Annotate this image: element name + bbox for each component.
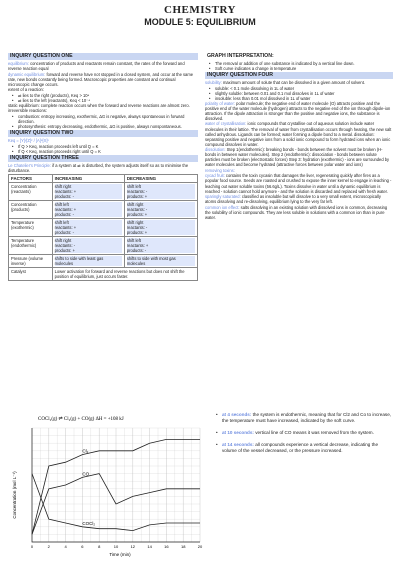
graph-notes bbox=[212, 412, 394, 460]
q1-list bbox=[8, 93, 198, 103]
list-item: • If Q > Keq, reaction proceeds left until Q = K bbox=[8, 144, 198, 149]
q3-p1-term: Le Chatelier's Principle: bbox=[8, 162, 51, 168]
cell-text: shift right reactants: - products: + bbox=[55, 238, 122, 253]
q4-p4-text: Step 1(endothermic): breaking bonds - bonds between the solvent must be broken (H-bonds in between water molecules). Step 2 (endothermic): dissociation - bonds between solute particles must be broken (electrostatic forces) Step 3: hydration (exothermic) - ions are surrounded by water molecules and become hydrated (attractive forces between polar water and ions) bbox=[205, 147, 390, 168]
page-title: CHEMISTRY bbox=[164, 4, 236, 16]
q4-p8-term: common ion effect: bbox=[205, 204, 240, 210]
left-column bbox=[8, 52, 198, 281]
cell-text: shifts to side with most gas molecules bbox=[127, 256, 195, 266]
note-term: at 14 seconds: bbox=[222, 442, 254, 447]
q4-p1-term: solubility: bbox=[205, 80, 222, 86]
table-cell: Lower activation for forward and reverse reactions but does not shift the position of equilibrium, just occurs faster. bbox=[52, 267, 197, 280]
q4-p2-text: polar molecule; the negative end of water molecule (O) attracts positive and the positive end of the water molecule (hydrogen) attracts to the negative end of the ion through dipole-ion attraction. If the dipole attraction is stronger than the positive and negative ions, the substance is dissolved. bbox=[205, 100, 391, 121]
note-text: vertical line of CO means it was removed from the system. bbox=[253, 430, 374, 435]
q4-p7-text: classified as insoluble but will dissolve to a very small extent, microscopically atoms dissolving and re-dissolving, equilibrium lying to the very far left. bbox=[205, 194, 381, 205]
table-cell bbox=[52, 254, 124, 267]
x-tick-label: 14 bbox=[147, 544, 152, 549]
table-cell bbox=[52, 200, 124, 218]
table-row bbox=[9, 182, 198, 200]
list-item: • If Q < Keq, reaction proceeds right until Q = K bbox=[8, 149, 198, 154]
cell-text: shift left reactants: + products: - bbox=[55, 202, 122, 217]
table-cell bbox=[124, 254, 197, 267]
series-label: CO bbox=[82, 471, 90, 477]
q1-p5: irreversible reactions: bbox=[8, 108, 47, 114]
page-subtitle: MODULE 5: EQUILIBRIUM bbox=[144, 17, 256, 27]
table-row bbox=[9, 267, 198, 280]
q3-heading: INQUIRY QUESTION THREE bbox=[8, 155, 198, 162]
x-tick-label: 8 bbox=[98, 544, 101, 549]
list-item: • insoluble: less than 0.01 mol dissolved in 1L of water bbox=[205, 96, 393, 101]
note-item bbox=[212, 442, 394, 454]
q4-p5: removing toxins: bbox=[205, 167, 235, 173]
q2-formula: Keq = [Y]ʸ[Z]ᶻ / [A]ᵃ[X]ˣ bbox=[8, 138, 49, 144]
graph-grid bbox=[32, 428, 200, 542]
q4-p6 bbox=[205, 173, 393, 193]
note-text: all compounds experience a vertical decrease, indicating the volume of the vessel decreased, or the pressure increased. bbox=[222, 442, 379, 453]
x-tick-label: 16 bbox=[164, 544, 169, 549]
q4-list bbox=[205, 86, 393, 101]
table-cell bbox=[124, 218, 197, 236]
x-tick-label: 12 bbox=[130, 544, 136, 549]
right-column bbox=[205, 52, 393, 220]
q4-p1-text: maximum amount of solute that can be dissolved in a given amount of solvent. bbox=[221, 80, 365, 86]
cell-text: shift right reactants: - products: + bbox=[127, 220, 195, 235]
q4-heading: INQUIRY QUESTION FOUR bbox=[205, 72, 393, 79]
graph-ylabel: Concentration (mol L⁻¹) bbox=[12, 471, 17, 519]
x-tick-label: 4 bbox=[64, 544, 67, 549]
q4-p8 bbox=[205, 205, 393, 220]
table-cell: Catalyst bbox=[9, 267, 53, 280]
table-cell: Concentration (reactants) bbox=[9, 182, 53, 200]
table-body bbox=[9, 182, 198, 280]
cell-text: shift left reactants: - products: + bbox=[127, 184, 195, 199]
note-term: at 4 seconds: bbox=[222, 412, 252, 417]
x-tick-label: 0 bbox=[30, 544, 34, 549]
q4-p6-term: cycad fruit: bbox=[205, 173, 225, 179]
q2-list bbox=[8, 144, 198, 154]
table-cell bbox=[124, 200, 197, 218]
table-header: DECREASING bbox=[124, 174, 197, 182]
list-item: • ⇌ lies to the right (products), Keq > 10⁴ bbox=[8, 93, 198, 98]
page-header bbox=[0, 4, 400, 27]
q1-p4: static equilibrium: complete reaction occurs when the forward and reverse reactions are almost zero. bbox=[8, 102, 190, 108]
q4-p4 bbox=[205, 147, 393, 167]
table-cell bbox=[52, 218, 124, 236]
x-tick-label: 2 bbox=[47, 544, 50, 549]
table-cell: Temperature (exothermic) bbox=[9, 218, 53, 236]
q1-p2 bbox=[8, 72, 198, 87]
graph-interpretation-heading: GRAPH INTERPRETATION: bbox=[207, 53, 274, 59]
note-text: the system is endothermic, meaning that for Cl2 and Co to increase, the temperature must have increased, indicated by the soft curve. bbox=[222, 412, 392, 423]
list-item: • photosynthesis: entropy decreasing, endothermic, ΔG is positive, always nonspontaneous. bbox=[8, 124, 198, 129]
list-item: • soluble: < 0.1 mole dissolving in 1L of water bbox=[205, 86, 393, 91]
cell-text: shift right reactants: + products: - bbox=[55, 184, 122, 199]
q4-p6-text: contains the toxin cycasin that damages the liver, regenerating quickly after fires as a popular food source. Seeds are roasted and crushed to expose the inner kernel to engage in leaching - leaching out water soluble toxins (56.6g/L). Toxins dissolve in water until a dynamic equilibrium is reached - solution cannot hold anymore - and the solution is discarded and replaced with fresh water. bbox=[205, 173, 392, 194]
q1-p2-text: forward and reverse have not stopped in a closed system, and occur at the same rate, new bonds constantly being formed. Macroscopic properties are constant and continual microscopic change occurs. bbox=[8, 71, 194, 87]
q1-list2 bbox=[8, 114, 198, 129]
table-cell bbox=[124, 236, 197, 254]
table-row bbox=[9, 236, 198, 254]
list-item: • combustion: entropy increasing, exothermic, ΔG is negative, always spontaneous in forward direction. bbox=[8, 114, 198, 124]
q1-p3: extent of a reaction: bbox=[8, 87, 44, 93]
table-row bbox=[9, 200, 198, 218]
table-cell bbox=[52, 236, 124, 254]
table-cell: Temperature (endothermic) bbox=[9, 236, 53, 254]
q4-p2-term: polarity of water: bbox=[205, 100, 236, 106]
graph-xlabel: Time (min) bbox=[109, 552, 131, 557]
cell-text: shift left reactants: + products: - bbox=[127, 238, 195, 253]
q3-p1-text: if a system at ⇌ is disturbed, the system adjusts itself so as to minimise the disturbance. bbox=[8, 162, 189, 173]
q4-p7-term: sparingly saturated: bbox=[205, 194, 241, 200]
table-cell: Concentration (products) bbox=[9, 200, 53, 218]
table-row bbox=[9, 254, 198, 267]
equilibrium-graph bbox=[8, 410, 208, 560]
table-row bbox=[9, 218, 198, 236]
x-tick-label: 18 bbox=[180, 544, 186, 549]
q1-p1-term: equilibrium: bbox=[8, 61, 29, 66]
graph-equation: COCl₂(g) ⇌ Cl₂(g) + CO(g) ΔH = +108 kJ bbox=[38, 417, 124, 422]
series-label: COCl₂ bbox=[82, 520, 96, 526]
q4-p8-text: salts dissolving in an existing solution with dissolved ions in common, decreasing the solubility of ionic compounds. They are less soluble in solutions with a common ion than in pure water. bbox=[205, 204, 388, 220]
q2-heading: INQUIRY QUESTION TWO bbox=[8, 130, 198, 137]
cell-text: shift left reactants: + products: - bbox=[55, 220, 122, 235]
le-chatelier-table bbox=[8, 174, 198, 281]
q4-p1 bbox=[205, 80, 393, 85]
list-item: • slightly soluble: between 0.01 and 0.1 mol dissolves in 1L of water bbox=[205, 91, 393, 96]
q1-p2-term: dynamic equilibrium: bbox=[8, 71, 46, 77]
q1-heading: INQUIRY QUESTION ONE bbox=[8, 53, 198, 60]
table-cell bbox=[52, 182, 124, 200]
q4-p3-term: water of crystallisation: bbox=[205, 121, 247, 127]
list-item: • ⇌ lies to the left (reactants), Keq < 10⁻⁴ bbox=[8, 98, 198, 103]
q4-p4-term: dissolution: bbox=[205, 147, 226, 153]
gi-list bbox=[205, 61, 393, 71]
q1-p1 bbox=[8, 61, 198, 71]
x-tick-label: 10 bbox=[113, 544, 119, 549]
q4-p3-text: ionic compounds that crystallise out of aqueous solution include water molecules in their lattice. The removal of water from crystallisation occurs through heating, the new salt called anhydrous. Ligands can be formed; water forming a dipole bond to a metal. dissolution: separating positive and negative ions from a solid ionic compound to form hydrated ions when an ionic compound dissolves in water. bbox=[205, 121, 392, 147]
cell-text: shifts to side with least gas molecules bbox=[55, 256, 122, 266]
x-tick-label: 20 bbox=[197, 544, 203, 549]
q4-p7 bbox=[205, 194, 393, 204]
q3-p1 bbox=[8, 163, 198, 173]
table-cell: Pressure (volume inverse) bbox=[9, 254, 53, 267]
q4-p3 bbox=[205, 121, 393, 146]
series-label: Cl₂ bbox=[82, 448, 89, 454]
table-header: FACTORS bbox=[9, 174, 53, 182]
list-item: • Soft curve indicates a change in temperature bbox=[205, 66, 393, 71]
q1-p1-text: concentration of products and reactants remain constant, the rates of the forward and reverse reaction equal bbox=[8, 61, 185, 72]
list-item: • The removal or addition of one substance is indicated by a vertical line down. bbox=[205, 61, 393, 66]
note-term: at 10 seconds: bbox=[222, 430, 254, 435]
table-cell bbox=[124, 182, 197, 200]
note-item bbox=[212, 412, 394, 424]
table-header: INCREASING bbox=[52, 174, 124, 182]
cell-text: shift right reactants: - products: + bbox=[127, 202, 195, 217]
q4-p2 bbox=[205, 101, 393, 121]
note-item bbox=[212, 430, 394, 436]
x-tick-label: 6 bbox=[81, 544, 84, 549]
